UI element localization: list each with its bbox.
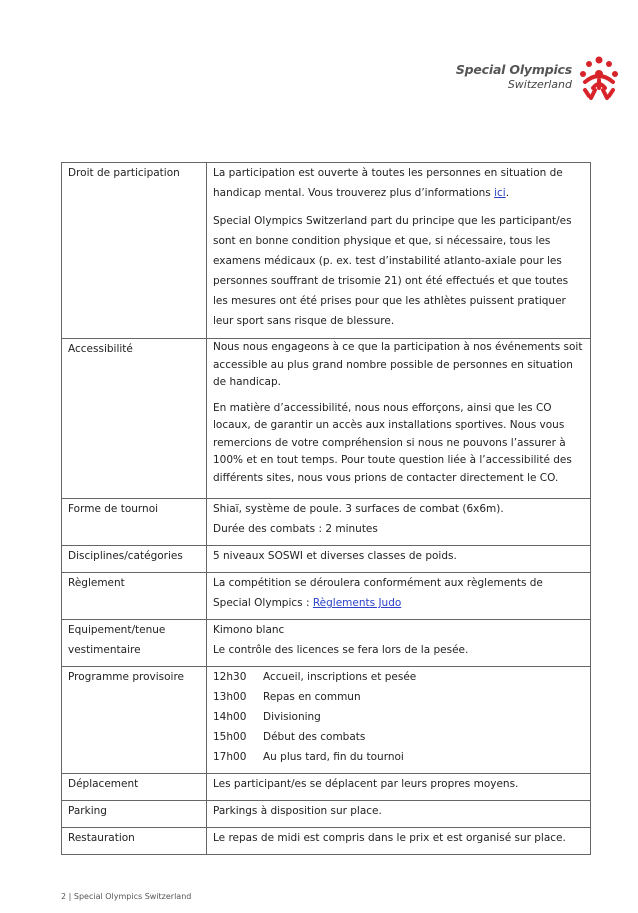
table-row <box>62 573 591 620</box>
row-content-catering <box>207 828 591 855</box>
rules-judo-link[interactable]: Règlements Judo <box>312 597 402 609</box>
table-row <box>62 499 591 546</box>
rules-text: La compétition se déroulera conformément aux règlements de Special Olympics : <box>213 577 543 609</box>
schedule-item <box>213 747 584 767</box>
row-label-program: Programme provisoire <box>62 667 207 774</box>
row-content-format <box>207 499 591 546</box>
row-label-parking: Parking <box>62 801 207 828</box>
participation-text: La participation est ouverte à toutes les personnes en situation de handicap mental. Vous trouverez plus d’informations <box>213 167 563 199</box>
row-content-accessibility <box>207 339 591 499</box>
row-content-participation <box>207 163 591 339</box>
row-label-rules: Règlement <box>62 573 207 620</box>
schedule-desc: Accueil, inscriptions et pesée <box>263 671 417 683</box>
page-footer: 2 | Special Olympics Switzerland <box>61 892 192 901</box>
schedule-item <box>213 727 584 747</box>
table-row <box>62 774 591 801</box>
row-label-accessibility: Accessibilité <box>62 339 207 499</box>
schedule-time: 13h00 <box>213 691 247 703</box>
table-row <box>62 163 591 339</box>
row-content-program <box>207 667 591 774</box>
schedule-desc: Repas en commun <box>263 691 361 703</box>
equipment-line-1: Kimono blanc <box>213 624 285 636</box>
row-content-rules <box>207 573 591 620</box>
schedule-item <box>213 707 584 727</box>
row-content-disciplines <box>207 546 591 573</box>
table-row <box>62 828 591 855</box>
catering-text: Le repas de midi est compris dans le prix et est organisé sur place. <box>213 832 566 844</box>
travel-text: Les participant/es se déplacent par leurs propres moyens. <box>213 778 519 790</box>
row-label-catering: Restauration <box>62 828 207 855</box>
schedule-desc: Au plus tard, fin du tournoi <box>263 751 404 763</box>
schedule-time: 14h00 <box>213 711 247 723</box>
equipment-line-2: Le contrôle des licences se fera lors de la pesée. <box>213 644 469 656</box>
parking-text: Parkings à disposition sur place. <box>213 805 382 817</box>
schedule-item <box>213 687 584 707</box>
event-info-table <box>61 162 591 855</box>
table-row <box>62 620 591 667</box>
schedule-time: 17h00 <box>213 751 247 763</box>
schedule-time: 15h00 <box>213 731 247 743</box>
accessibility-paragraph-1: Nous nous engageons à ce que la participation à nos événements soit accessible au plus grand nombre possible de personnes en situation de handicap. <box>213 341 583 388</box>
row-label-format: Forme de tournoi <box>62 499 207 546</box>
schedule-desc: Divisioning <box>263 711 321 723</box>
schedule-time: 12h30 <box>213 671 247 683</box>
rules-paragraph <box>213 573 584 613</box>
table-row <box>62 667 591 774</box>
participation-paragraph-1 <box>213 163 584 203</box>
special-olympics-emblem-icon <box>577 54 621 102</box>
row-label-disciplines: Disciplines/catégories <box>62 546 207 573</box>
accessibility-paragraph-2: En matière d’accessibilité, nous nous efforçons, ainsi que les CO locaux, de garantir un accès aux installations sportives. Nous vous remercions de votre compréhension si nous ne pouvons l’assurer à 100% et en tout temps. Pour toute question liée à l’accessibilité des différents sites, nous vous prions de contacter directement le CO. <box>213 401 572 484</box>
logo-subtitle: Switzerland <box>507 78 572 91</box>
special-olympics-logo <box>432 54 622 104</box>
schedule-desc: Début des combats <box>263 731 366 743</box>
disciplines-text: 5 niveaux SOSWI et diverses classes de poids. <box>213 550 457 562</box>
table-row <box>62 546 591 573</box>
table-row <box>62 339 591 499</box>
row-content-equipment <box>207 620 591 667</box>
schedule-item <box>213 667 584 687</box>
participation-text-end: . <box>505 187 510 199</box>
participation-info-link[interactable]: ici <box>494 187 506 199</box>
row-label-travel: Déplacement <box>62 774 207 801</box>
table-row <box>62 801 591 828</box>
row-content-parking <box>207 801 591 828</box>
row-label-participation: Droit de participation <box>62 163 207 339</box>
format-line-2: Durée des combats : 2 minutes <box>213 523 378 535</box>
participation-paragraph-2: Special Olympics Switzerland part du principe que les participant/es sont en bonne condition physique et que, si nécessaire, tous les examens médicaux (p. ex. test d’instabilité atlanto-axiale pour les personnes souffrant de trisomie 21) ont été effectués et que toutes les mesures ont été prises pour que les athlètes puissent pratiquer leur sport sans risque de blessure. <box>213 215 572 327</box>
format-line-1: Shiaï, système de poule. 3 surfaces de combat (6x6m). <box>213 503 504 515</box>
logo-name: Special Olympics <box>455 62 572 77</box>
row-label-equipment: Equipement/tenue vestimentaire <box>62 620 207 667</box>
row-content-travel <box>207 774 591 801</box>
